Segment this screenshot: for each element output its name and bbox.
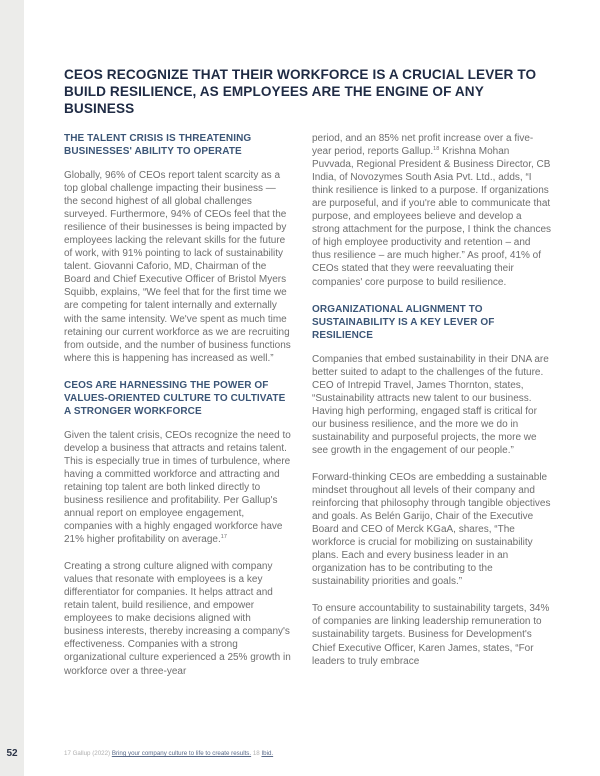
paragraph-text: Krishna Mohan Puvvada, Regional President & Business Director, CB India, of Novozymes South Asia Pvt. Ltd., adds, “I think resilience is linked to a purpose. If organizations are purposeful, and if you're able to communicate that purpose, and employees believe and develop a strong attachment for the purpose, I think the chances of high employee productivity and retention – and thus resilience – are much higher.” As proof, 41% of CEOs stated that they were reevaluating their companies' core purpose to build resilience. bbox=[312, 146, 552, 288]
footnotes bbox=[64, 750, 273, 757]
paragraph-gallup-continuation bbox=[312, 132, 552, 289]
section-heading-organizational-alignment: ORGANIZATIONAL ALIGNMENT TO SUSTAINABILITY IS A KEY LEVER OF RESILIENCE bbox=[312, 303, 495, 341]
left-column bbox=[64, 132, 292, 689]
page-margin-strip bbox=[0, 0, 24, 776]
footnote-ref-18[interactable]: 18 bbox=[433, 146, 440, 153]
page-title: CEOS RECOGNIZE THAT THEIR WORKFORCE IS A CRUCIAL LEVER TO BUILD RESILIENCE, AS EMPLOYEES ARE THE ENGINE OF ANY BUSINESS bbox=[64, 67, 537, 116]
right-column bbox=[312, 132, 552, 679]
footnote-18-link[interactable]: Ibid. bbox=[261, 750, 274, 757]
paragraph-sustainable-mindset: Forward-thinking CEOs are embedding a sustainable mindset throughout all levels of their company and reinforcing that philosophy through tangible objectives and goals. As Belén Garijo, Chair of the Executive Board and CEO of Merck KGaA, shares, “The workforce is crucial for mobilizing on sustainability plans. Each and every business leader in an organization has to be contributing to the sustainability priorities and goals.” bbox=[312, 471, 551, 588]
section-heading-talent-crisis: THE TALENT CRISIS IS THREATENING BUSINESSES' ABILITY TO OPERATE bbox=[64, 133, 252, 157]
footnote-ref-17[interactable]: 17 bbox=[220, 534, 227, 541]
paragraph-sustainability-dna: Companies that embed sustainability in their DNA are better suited to adapt to the challenges of the future. CEO of Intrepid Travel, James Thornton, states, “Sustainability attracts new talent to our business. Having high performing, engaged staff is critical for our business resilience, and the more we do in sustainability and purposeful projects, the more we see growth in the engagement of our people.” bbox=[312, 353, 549, 456]
footnote-17-label: 17 Gallup (2022) bbox=[64, 750, 112, 757]
paragraph-values-culture-2: Creating a strong culture aligned with company values that resonate with employees is a key differentiator for companies. It helps attract and retain talent, build resilience, and empower employees to make decisions aligned with business interests, thereby increasing a company's effectiveness. Companies with a strong organizational culture experienced a 25% growth in workforce over a three-year bbox=[64, 561, 291, 677]
footnote-18-label: 18 bbox=[251, 750, 262, 757]
paragraph-talent-crisis: Globally, 96% of CEOs report talent scarcity as a top global challenge impacting their business — the second highest of all global challenges surveyed. Furthermore, 94% of CEOs feel that the resilience of their businesses is being impacted by employees lacking the relevant skills for the future of work, with 91% pointing to lack of sustainability talent. Giovanni Caforio, MD, Chairman of the Board and Chief Executive Officer of Bristol Myers Squibb, explains, “We feel that for the first time we are competing for talent internally and externally with the same intensity. We've spent as much time retaining our current workforce as we are recruiting from outside, and the number of business functions where this is happening has increased as well.” bbox=[64, 170, 291, 364]
paragraph-values-culture-1 bbox=[64, 429, 292, 546]
paragraph-text: Given the talent crisis, CEOs recognize the need to develop a business that attracts and retains talent. This is especially true in times of turbulence, where having a committed workforce and attracting and retaining top talent are both linked directly to business resilience and profitability. Per Gallup's annual report on employee engagement, companies with a highly engaged workforce have 21% higher profitability on average. bbox=[64, 429, 291, 546]
paragraph-accountability: To ensure accountability to sustainability targets, 34% of companies are linking leadership remuneration to sustainability targets. Business for Development's Chief Executive Officer, Karen James, states, “For leaders to truly embrace bbox=[312, 603, 550, 667]
footnote-17-link[interactable]: Bring your company culture to life to create results. bbox=[111, 750, 252, 757]
page-number: 52 bbox=[6, 748, 18, 759]
paragraph-text: period, and an 85% net profit increase over a five-year period, reports Gallup. bbox=[312, 133, 534, 158]
section-heading-values-culture: CEOS ARE HARNESSING THE POWER OF VALUES-ORIENTED CULTURE TO CULTIVATE A STRONGER WORKFORCE bbox=[64, 379, 286, 417]
